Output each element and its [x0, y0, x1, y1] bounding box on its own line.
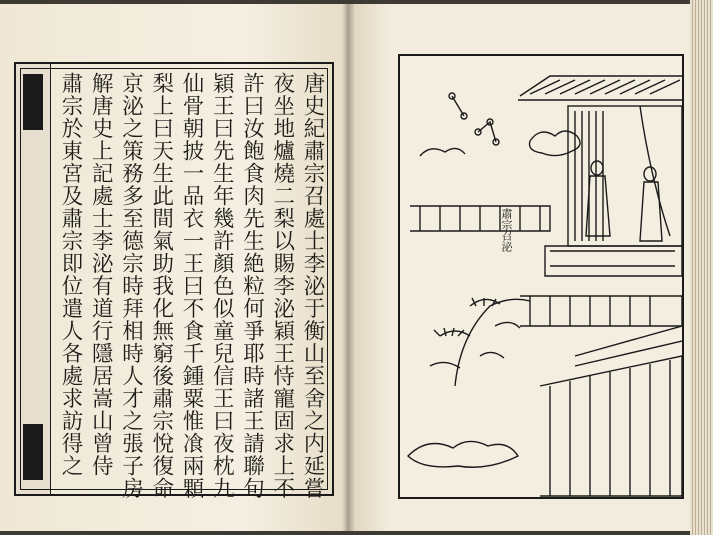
- text-columns: [56, 72, 326, 500]
- text-column: 京泌之策務多至德宗時拜相時人才之張子房: [118, 72, 144, 500]
- margin-block-mark: [23, 74, 43, 130]
- book-gutter: [342, 4, 354, 531]
- illustration-caption: 肅宗召泌: [500, 208, 513, 252]
- page-edges: [690, 0, 713, 535]
- text-column: 肅宗於東宮及肅宗即位遣人各處求訪得之: [58, 72, 83, 477]
- text-column: 仙骨朝披一品衣一王曰不食千鍾粟惟飡兩顆: [179, 72, 204, 500]
- margin-strip: [16, 64, 51, 494]
- text-frame: [14, 62, 334, 500]
- illustration-drawing: [400, 56, 682, 497]
- woodblock-illustration: [398, 54, 684, 499]
- left-page: [0, 4, 348, 531]
- text-column: 唐史紀肅宗召處士李泌于衡山至舍之内延嘗: [300, 72, 325, 500]
- text-column: 穎王曰先生年幾許顏色似童兒信王曰夜枕九: [209, 72, 235, 500]
- text-column: 許曰汝飽食肉先生絶粒何爭耶時諸王請聯句: [239, 72, 265, 500]
- margin-block-mark: [23, 424, 43, 480]
- text-column: 梨上曰天生此間氣助我化無窮後肅宗悅復命: [148, 72, 174, 500]
- text-column: 解唐史上記處士李泌有道行隱居嵩山曾侍: [88, 72, 114, 477]
- text-column: 夜坐地爐燒二梨以賜李泌穎王恃寵固求上不: [269, 72, 295, 500]
